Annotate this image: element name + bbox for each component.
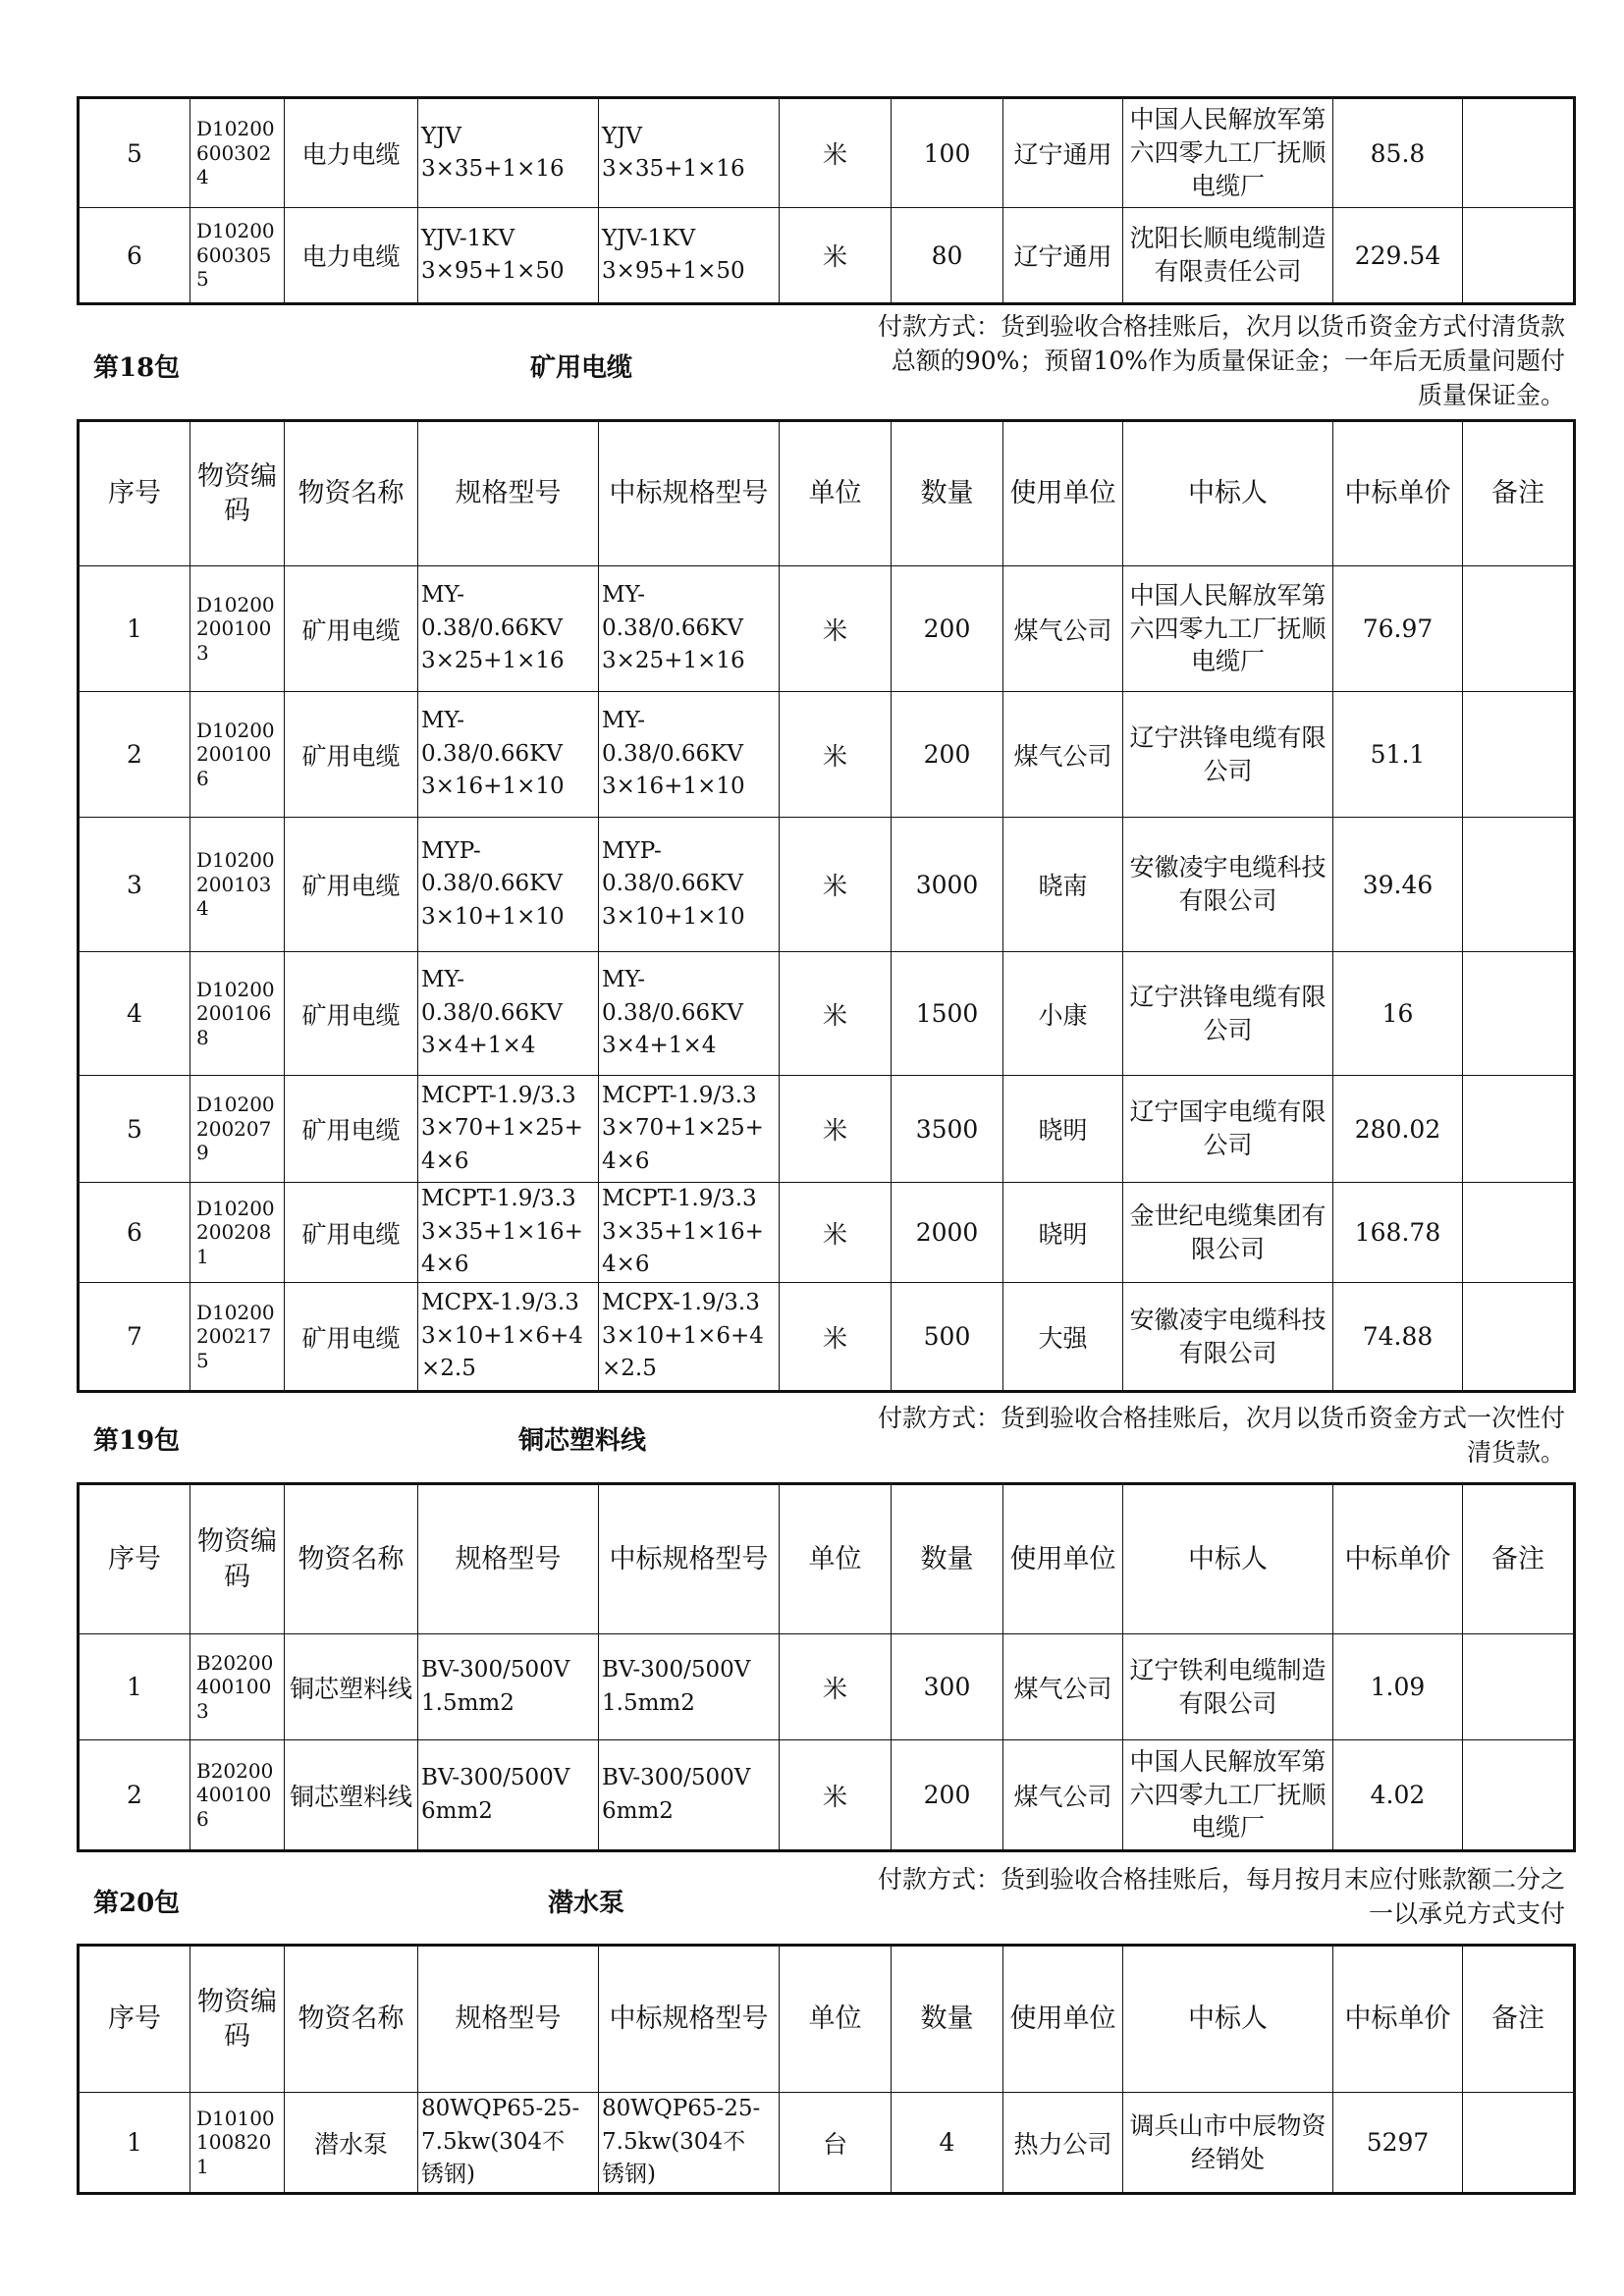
header-qty: 数量 (892, 421, 1003, 566)
table-row (79, 566, 1575, 692)
cell-user: 小康 (1003, 952, 1123, 1076)
header-price: 中标单价 (1333, 1946, 1463, 2093)
header-user: 使用单位 (1003, 1484, 1123, 1634)
cell-name: 矿用电缆 (285, 566, 418, 692)
header-qty: 数量 (892, 1946, 1003, 2093)
cell-user: 煤气公司 (1003, 566, 1123, 692)
package-table (77, 1944, 1576, 2195)
cell-qty: 3000 (892, 818, 1003, 952)
table-row (79, 952, 1575, 1076)
cell-price: 16 (1333, 952, 1463, 1076)
package-title: 潜水泵 (548, 1889, 625, 1918)
header-price: 中标单价 (1333, 1484, 1463, 1634)
header-price: 中标单价 (1333, 421, 1463, 566)
cell-no: 6 (79, 208, 190, 304)
cell-winner: 调兵山市中辰物资经销处 (1123, 2093, 1333, 2194)
cell-no: 1 (79, 2093, 190, 2194)
cell-note (1463, 818, 1575, 952)
cell-name: 铜芯塑料线 (285, 1740, 418, 1851)
payment-terms: 付款方式：货到验收合格挂账后，次月以货币资金方式付清货款总额的90%；预留10%作为质量保证金；一年后无质量问题付质量保证金。 (878, 312, 1566, 409)
cell-user: 煤气公司 (1003, 1634, 1123, 1740)
cell-unit: 米 (780, 818, 892, 952)
cell-win-spec: 80WQP65-25- 7.5kw(304不 锈钢) (599, 2093, 780, 2194)
cell-note (1463, 98, 1575, 208)
cell-winner: 辽宁洪锋电缆有限公司 (1123, 692, 1333, 818)
cell-unit: 米 (780, 1740, 892, 1851)
cell-name: 矿用电缆 (285, 1183, 418, 1283)
cell-user: 晓明 (1003, 1183, 1123, 1283)
cell-win-spec: MCPT-1.9/3.3 3×35+1×16+ 4×6 (599, 1183, 780, 1283)
cell-code: D102006003055 (190, 208, 285, 304)
cell-user: 热力公司 (1003, 2093, 1123, 2194)
cell-win-spec: MYP- 0.38/0.66KV 3×10+1×10 (599, 818, 780, 952)
header-win-spec: 中标规格型号 (599, 1484, 780, 1634)
package-rows (79, 1634, 1575, 1851)
cell-spec: 80WQP65-25- 7.5kw(304不 锈钢) (418, 2093, 599, 2194)
cell-user: 辽宁通用 (1003, 98, 1123, 208)
cell-code: D102002001068 (190, 952, 285, 1076)
cell-note (1463, 1740, 1575, 1851)
cell-name: 电力电缆 (285, 208, 418, 304)
cell-spec: MY- 0.38/0.66KV 3×16+1×10 (418, 692, 599, 818)
cell-unit: 台 (780, 2093, 892, 2194)
header-win-spec: 中标规格型号 (599, 1946, 780, 2093)
cell-winner: 安徽凌宇电缆科技有限公司 (1123, 1283, 1333, 1392)
cell-user: 煤气公司 (1003, 1740, 1123, 1851)
cell-no: 1 (79, 1634, 190, 1740)
cell-win-spec: BV-300/500V 1.5mm2 (599, 1634, 780, 1740)
table-header (79, 1484, 1575, 1634)
header-row (79, 1484, 1575, 1634)
header-name: 物资名称 (285, 1946, 418, 2093)
cell-winner: 中国人民解放军第六四零九工厂抚顺电缆厂 (1123, 98, 1333, 208)
cell-win-spec: YJV 3×35+1×16 (599, 98, 780, 208)
cell-winner: 金世纪电缆集团有限公司 (1123, 1183, 1333, 1283)
header-user: 使用单位 (1003, 421, 1123, 566)
cell-qty: 200 (892, 566, 1003, 692)
cell-code: D102002002175 (190, 1283, 285, 1392)
table-row (79, 1183, 1575, 1283)
cell-win-spec: MY- 0.38/0.66KV 3×16+1×10 (599, 692, 780, 818)
cell-name: 矿用电缆 (285, 1283, 418, 1392)
header-name: 物资名称 (285, 421, 418, 566)
cell-note (1463, 566, 1575, 692)
table-row (79, 692, 1575, 818)
table-row (79, 208, 1575, 304)
cell-spec: MYP- 0.38/0.66KV 3×10+1×10 (418, 818, 599, 952)
cell-qty: 300 (892, 1634, 1003, 1740)
header-unit: 单位 (780, 1484, 892, 1634)
cell-price: 280.02 (1333, 1076, 1463, 1183)
cell-user: 晓明 (1003, 1076, 1123, 1183)
cell-price: 85.8 (1333, 98, 1463, 208)
cell-winner: 沈阳长顺电缆制造有限责任公司 (1123, 208, 1333, 304)
cell-name: 矿用电缆 (285, 692, 418, 818)
cell-user: 晓南 (1003, 818, 1123, 952)
package-label: 第19包 (93, 1426, 181, 1456)
cell-spec: BV-300/500V 6mm2 (418, 1740, 599, 1851)
header-code: 物资编码 (190, 1484, 285, 1634)
cell-name: 电力电缆 (285, 98, 418, 208)
cell-spec: BV-300/500V 1.5mm2 (418, 1634, 599, 1740)
cell-qty: 100 (892, 98, 1003, 208)
cell-unit: 米 (780, 952, 892, 1076)
cell-note (1463, 1283, 1575, 1392)
cell-code: D102002001003 (190, 566, 285, 692)
header-no: 序号 (79, 1484, 190, 1634)
cell-unit: 米 (780, 208, 892, 304)
package-title: 铜芯塑料线 (518, 1426, 647, 1456)
header-note: 备注 (1463, 421, 1575, 566)
cell-no: 2 (79, 692, 190, 818)
cell-spec: MY- 0.38/0.66KV 3×4+1×4 (418, 952, 599, 1076)
header-row (79, 1946, 1575, 2093)
cell-winner: 辽宁铁利电缆制造有限公司 (1123, 1634, 1333, 1740)
cell-qty: 500 (892, 1283, 1003, 1392)
cell-unit: 米 (780, 566, 892, 692)
table-row (79, 98, 1575, 208)
cell-no: 5 (79, 1076, 190, 1183)
cell-note (1463, 1634, 1575, 1740)
cell-win-spec: BV-300/500V 6mm2 (599, 1740, 780, 1851)
cell-price: 1.09 (1333, 1634, 1463, 1740)
continued-table (77, 96, 1576, 305)
cell-note (1463, 1183, 1575, 1283)
cell-no: 7 (79, 1283, 190, 1392)
cell-spec: MY- 0.38/0.66KV 3×25+1×16 (418, 566, 599, 692)
cell-unit: 米 (780, 1634, 892, 1740)
cell-price: 51.1 (1333, 692, 1463, 818)
cell-price: 4.02 (1333, 1740, 1463, 1851)
cell-winner: 中国人民解放军第六四零九工厂抚顺电缆厂 (1123, 566, 1333, 692)
cell-win-spec: MCPT-1.9/3.3 3×70+1×25+ 4×6 (599, 1076, 780, 1183)
cell-code: D102002002081 (190, 1183, 285, 1283)
header-winner: 中标人 (1123, 421, 1333, 566)
header-unit: 单位 (780, 421, 892, 566)
cell-qty: 200 (892, 692, 1003, 818)
table-row (79, 1634, 1575, 1740)
header-qty: 数量 (892, 1484, 1003, 1634)
header-winner: 中标人 (1123, 1946, 1333, 2093)
cell-unit: 米 (780, 692, 892, 818)
continued-rows (79, 98, 1575, 304)
cell-code: D102002002079 (190, 1076, 285, 1183)
cell-winner: 辽宁洪锋电缆有限公司 (1123, 952, 1333, 1076)
cell-win-spec: MY- 0.38/0.66KV 3×25+1×16 (599, 566, 780, 692)
header-no: 序号 (79, 1946, 190, 2093)
cell-winner: 中国人民解放军第六四零九工厂抚顺电缆厂 (1123, 1740, 1333, 1851)
cell-spec: MCPT-1.9/3.3 3×70+1×25+ 4×6 (418, 1076, 599, 1183)
header-row (79, 421, 1575, 566)
table-row (79, 818, 1575, 952)
cell-spec: MCPX-1.9/3.3 3×10+1×6+4 ×2.5 (418, 1283, 599, 1392)
table-row (79, 1740, 1575, 1851)
package-title: 矿用电缆 (530, 353, 633, 383)
cell-no: 5 (79, 98, 190, 208)
header-user: 使用单位 (1003, 1946, 1123, 2093)
header-spec: 规格型号 (418, 1946, 599, 2093)
cell-code: B202004001003 (190, 1634, 285, 1740)
cell-spec: MCPT-1.9/3.3 3×35+1×16+ 4×6 (418, 1183, 599, 1283)
cell-unit: 米 (780, 1283, 892, 1392)
package-label: 第20包 (93, 1889, 181, 1918)
cell-spec: YJV 3×35+1×16 (418, 98, 599, 208)
header-no: 序号 (79, 421, 190, 566)
cell-spec: YJV-1KV 3×95+1×50 (418, 208, 599, 304)
cell-qty: 1500 (892, 952, 1003, 1076)
payment-terms: 付款方式：货到验收合格挂账后，次月以货币资金方式一次性付清货款。 (878, 1404, 1566, 1467)
cell-no: 1 (79, 566, 190, 692)
package-table (77, 1482, 1576, 1852)
cell-no: 6 (79, 1183, 190, 1283)
table-row (79, 2093, 1575, 2194)
cell-no: 4 (79, 952, 190, 1076)
header-code: 物资编码 (190, 1946, 285, 2093)
cell-note (1463, 952, 1575, 1076)
cell-user: 煤气公司 (1003, 692, 1123, 818)
header-unit: 单位 (780, 1946, 892, 2093)
cell-note (1463, 692, 1575, 818)
cell-qty: 80 (892, 208, 1003, 304)
cell-winner: 安徽凌宇电缆科技有限公司 (1123, 818, 1333, 952)
cell-code: D102002001034 (190, 818, 285, 952)
table-header (79, 421, 1575, 566)
header-spec: 规格型号 (418, 421, 599, 566)
package-rows (79, 2093, 1575, 2194)
header-name: 物资名称 (285, 1484, 418, 1634)
cell-name: 潜水泵 (285, 2093, 418, 2194)
package-label: 第18包 (93, 353, 181, 383)
cell-price: 5297 (1333, 2093, 1463, 2194)
table-header (79, 1946, 1575, 2093)
cell-code: D101001008201 (190, 2093, 285, 2194)
table-row (79, 1076, 1575, 1183)
table-row (79, 1283, 1575, 1392)
header-win-spec: 中标规格型号 (599, 421, 780, 566)
cell-unit: 米 (780, 1183, 892, 1283)
header-code: 物资编码 (190, 421, 285, 566)
cell-code: D102002001006 (190, 692, 285, 818)
cell-no: 3 (79, 818, 190, 952)
cell-code: B202004001006 (190, 1740, 285, 1851)
cell-no: 2 (79, 1740, 190, 1851)
package-rows (79, 566, 1575, 1392)
cell-win-spec: MCPX-1.9/3.3 3×10+1×6+4 ×2.5 (599, 1283, 780, 1392)
cell-name: 矿用电缆 (285, 818, 418, 952)
cell-price: 76.97 (1333, 566, 1463, 692)
package-table (77, 419, 1576, 1393)
header-note: 备注 (1463, 1484, 1575, 1634)
header-winner: 中标人 (1123, 1484, 1333, 1634)
header-spec: 规格型号 (418, 1484, 599, 1634)
cell-name: 矿用电缆 (285, 952, 418, 1076)
cell-code: D102006003024 (190, 98, 285, 208)
header-note: 备注 (1463, 1946, 1575, 2093)
cell-qty: 4 (892, 2093, 1003, 2194)
payment-terms: 付款方式：货到验收合格挂账后，每月按月末应付账款额二分之一以承兑方式支付 (878, 1865, 1566, 1928)
cell-note (1463, 208, 1575, 304)
cell-unit: 米 (780, 98, 892, 208)
cell-qty: 2000 (892, 1183, 1003, 1283)
cell-user: 大强 (1003, 1283, 1123, 1392)
cell-name: 铜芯塑料线 (285, 1634, 418, 1740)
cell-price: 39.46 (1333, 818, 1463, 952)
cell-qty: 3500 (892, 1076, 1003, 1183)
cell-name: 矿用电缆 (285, 1076, 418, 1183)
cell-win-spec: MY- 0.38/0.66KV 3×4+1×4 (599, 952, 780, 1076)
cell-price: 74.88 (1333, 1283, 1463, 1392)
cell-price: 229.54 (1333, 208, 1463, 304)
cell-unit: 米 (780, 1076, 892, 1183)
cell-winner: 辽宁国宇电缆有限公司 (1123, 1076, 1333, 1183)
cell-user: 辽宁通用 (1003, 208, 1123, 304)
cell-win-spec: YJV-1KV 3×95+1×50 (599, 208, 780, 304)
cell-note (1463, 2093, 1575, 2194)
cell-price: 168.78 (1333, 1183, 1463, 1283)
cell-note (1463, 1076, 1575, 1183)
cell-qty: 200 (892, 1740, 1003, 1851)
